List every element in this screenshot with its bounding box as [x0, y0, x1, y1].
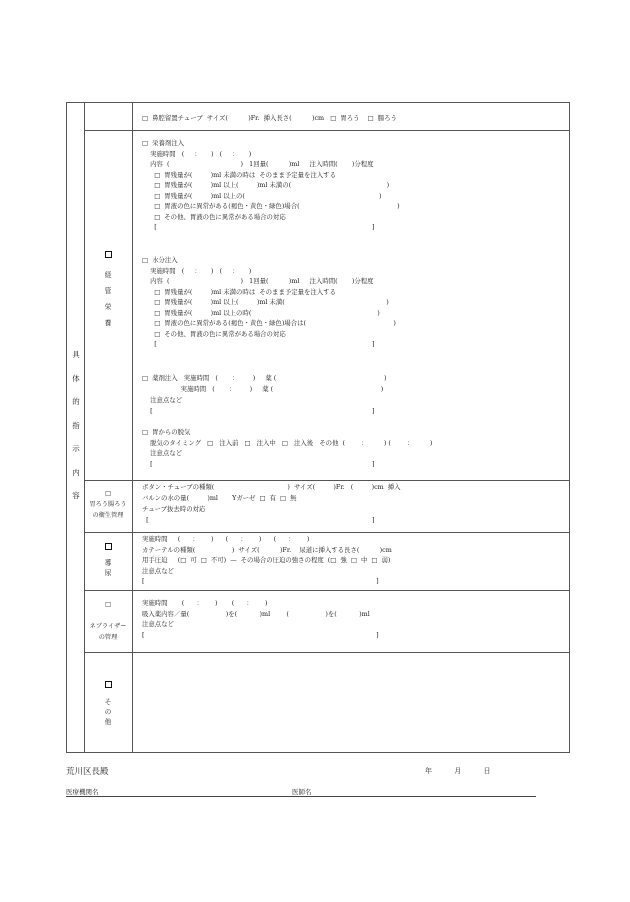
form-line: 注意点など: [142, 620, 174, 628]
form-line: 実施時間 ( ： ) ( ： ): [142, 266, 252, 275]
form-line: □ その他、胃液の色に異常がある場合の対応: [142, 329, 286, 338]
form-line: [ ]: [142, 516, 375, 524]
form-line: □ その他、胃液の色に異常がある場合の対応: [142, 212, 286, 221]
instruction-table: [66, 102, 570, 753]
form-line: 用手圧迫 (□ 可 □ 不可) — その場合の圧迫の強さの程度 (□ 強 □ 中 □ 弱): [142, 556, 391, 564]
form-line: 内容 ( ) 1回量( )ml 注入時間( )分程度: [142, 160, 374, 168]
form-line: 実施時間 ( ： ) 薬 ( ): [142, 385, 384, 393]
form-line: チューブ抜去時の対応: [142, 505, 206, 513]
header-char: 容: [72, 491, 80, 500]
form-line: [ ]: [142, 407, 375, 415]
label-char: 導: [104, 559, 112, 567]
label-char: 管: [104, 287, 112, 295]
nebulizer-section: [142, 599, 379, 641]
row-divider: [84, 590, 569, 591]
tube-feeding-checkbox[interactable]: [105, 251, 112, 258]
label-char: 栄: [104, 303, 112, 311]
nutrition-section: [142, 139, 400, 234]
header-char: 指: [72, 420, 80, 430]
form-line: 注意点など: [142, 566, 174, 575]
form-line: [ ]: [142, 577, 379, 585]
row-divider: [84, 480, 569, 481]
form-line: カテーテルの種類( ) サイズ( )Fr. 尿道に挿入する長さ( )cm: [142, 545, 392, 554]
urination-section: [142, 535, 392, 588]
form-line: □ 胃残量が( )ml 以上の( ): [142, 191, 382, 200]
form-line: 内容 ( ) 1回量( )ml 注入時間( )分程度: [142, 277, 374, 285]
form-line: 注意点など: [142, 396, 183, 404]
form-line: バルンの水の量( )ml Yガーゼ □ 有 □ 無: [142, 494, 297, 502]
form-line: 注意点など: [142, 449, 183, 457]
form-line: 実施時間 ( ： ) ( ： ): [142, 149, 252, 158]
other-label: [84, 681, 132, 727]
addressee: 荒川区長殿: [66, 767, 109, 777]
row-divider: [84, 652, 569, 653]
form-line: 実施時間 ( ： ) ( ： ) ( ： ): [142, 535, 310, 543]
date-field[interactable]: 年 月 日: [425, 767, 491, 775]
form-line: □ 胃液の色に異常がある(褐色・黄色・緑色)場合は( ): [142, 319, 396, 327]
gastrostomy-section: [142, 483, 401, 527]
doctor-label: 医師名: [292, 788, 312, 796]
left-header: [69, 351, 83, 516]
form-line: [ ]: [142, 223, 375, 231]
form-line: □ 胃残量が( )ml 未満の時は そのまま予定量を注入する: [142, 170, 336, 179]
degas-section: [142, 428, 432, 470]
label-char: 他: [104, 718, 112, 726]
institution-label: 医療機関名: [66, 788, 99, 796]
header-char: 内: [72, 467, 80, 477]
form-line: 脱気のタイミング □ 注入前 □ 注入中 □ 注入後 その他 ( ： ) ( ： ): [142, 438, 433, 447]
form-line: 吸入薬内容／量( )を( )ml ( )を( )ml: [142, 609, 370, 618]
label-char: 尿: [104, 569, 112, 577]
form-line: [ ]: [142, 630, 379, 639]
column-divider: [132, 103, 133, 752]
gastrostomy-label: □ 胃ろう腸ろう の衛生管理: [89, 490, 127, 519]
header-char: 示: [72, 444, 80, 453]
urination-label: [84, 543, 132, 578]
form-line: □ 胃残量が( )ml 以上の時( ): [142, 308, 380, 317]
signature-underline: [66, 796, 536, 797]
form-line: ボタン・チューブの種類( ) サイズ( )Fr. ( )cm 挿入: [142, 483, 401, 491]
nebulizer-label: □ ネブライザー の管理: [89, 601, 127, 641]
form-line: □ 胃残量が( )ml 未満の時は そのまま予定量を注入する: [142, 287, 336, 296]
nasal-tube-line: □ 鼻腔留置チューブ サイズ( )Fr. 挿入長さ( )cm □ 胃ろう □ 腸ろう: [142, 114, 397, 122]
other-checkbox[interactable]: [105, 681, 112, 688]
form-line: □ 薬剤注入 実施時間 ( ： ) 薬 ( ): [142, 374, 387, 382]
header-char: 的: [72, 397, 80, 406]
form-line: □ 胃残量が( )ml 以上( )ml 未満( ): [142, 298, 389, 306]
label-char: の: [104, 708, 112, 716]
label-char: 養: [104, 319, 112, 327]
water-section: [142, 256, 396, 351]
label-char: そ: [104, 698, 112, 706]
form-line: [ ]: [142, 459, 375, 468]
label-char: 経: [104, 271, 112, 279]
drug-section: [142, 374, 386, 418]
form-line: [ ]: [142, 340, 375, 348]
row-divider: [84, 130, 569, 131]
form-line: □ 胃からの脱気: [142, 428, 191, 436]
header-char: 体: [72, 373, 80, 383]
form-line: □ 栄養剤注入: [142, 139, 185, 147]
header-char: 具: [72, 350, 80, 359]
row-divider: [84, 532, 569, 533]
column-divider: [84, 103, 85, 752]
form-line: □ 胃液の色に異常がある(褐色・黄色・緑色)場合( ): [142, 202, 400, 210]
tube-feeding-label: [84, 251, 132, 331]
form-line: 実施時間 ( ： ) ( ： ): [142, 599, 268, 607]
urination-checkbox[interactable]: [105, 543, 112, 550]
form-line: □ 胃残量が( )ml 以上( )ml 未満の( ): [142, 181, 390, 189]
form-line: □ 水分注入: [142, 256, 178, 264]
